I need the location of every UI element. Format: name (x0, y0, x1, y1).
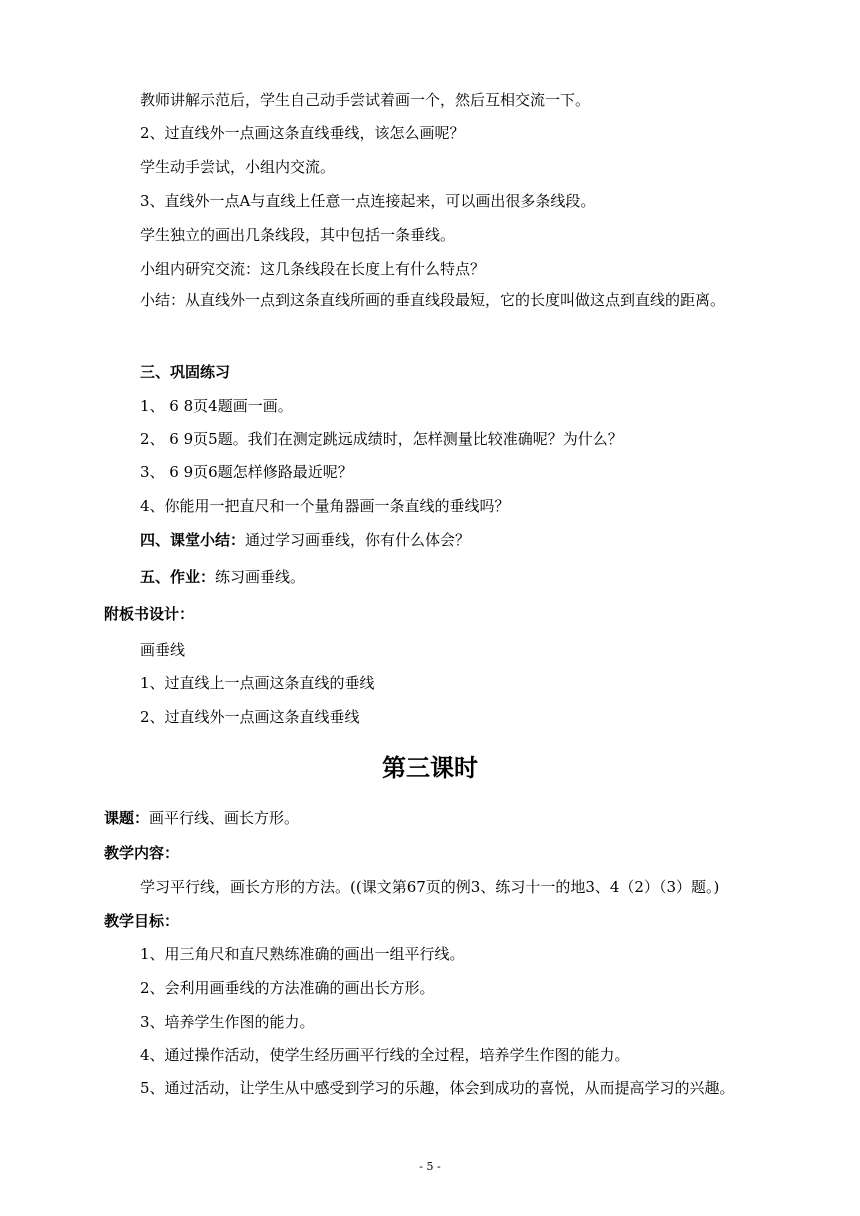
page-number: - 5 - (419, 1160, 441, 1173)
goal-item: 3、培养学生作图的能力。 (140, 1013, 315, 1031)
topic-line (104, 808, 299, 828)
summary-paragraph: 小结：从直线外一点到这条直线所画的垂直线段最短，它的长度叫做这点到直线的距离。 (140, 291, 726, 309)
goal-item: 1、用三角尺和直尺熟练准确的画出一组平行线。 (140, 945, 465, 963)
content-text: 学习平行线，画长方形的方法。((课文第67页的例3、练习十一的地3、4（2）（3）题。) (140, 878, 720, 896)
section-text: 练习画垂线。 (215, 568, 306, 586)
section-summary (140, 530, 470, 550)
section-heading: 三、巩固练习 (140, 363, 231, 381)
list-item: 3、 6 9页6题怎样修路最近呢？ (140, 463, 353, 481)
paragraph: 2、过直线外一点画这条直线垂线，该怎么画呢？ (140, 124, 465, 142)
goals-label: 教学目标： (104, 912, 180, 930)
section-label: 五、作业： (140, 568, 216, 586)
board-design-heading: 附板书设计： (104, 605, 195, 623)
paragraph: 教师讲解示范后，学生自己动手尝试着画一个，然后互相交流一下。 (140, 91, 591, 109)
topic-label: 课题： (104, 809, 150, 827)
board-title: 画垂线 (140, 641, 186, 659)
paragraph: 小组内研究交流：这几条线段在长度上有什么特点？ (140, 260, 486, 278)
list-item: 1、 6 8页4题画一画。 (140, 397, 293, 415)
list-item: 2、 6 9页5题。我们在测定跳远成绩时，怎样测量比较准确呢？为什么？ (140, 430, 623, 448)
paragraph: 学生独立的画出几条线段，其中包括一条垂线。 (140, 226, 456, 244)
board-item: 2、过直线外一点画这条直线垂线 (140, 708, 360, 726)
goal-item: 5、通过活动，让学生从中感受到学习的乐趣，体会到成功的喜悦，从而提高学习的兴趣。 (140, 1079, 735, 1097)
board-item: 1、过直线上一点画这条直线的垂线 (140, 674, 375, 692)
section-homework (140, 567, 305, 587)
section-label: 四、课堂小结： (140, 531, 246, 549)
topic-text: 画平行线、画长方形。 (149, 809, 300, 827)
paragraph: 学生动手尝试，小组内交流。 (140, 158, 336, 176)
goal-item: 4、通过操作活动，使学生经历画平行线的全过程，培养学生作图的能力。 (140, 1046, 630, 1064)
content-label: 教学内容： (104, 844, 180, 862)
section-text: 通过学习画垂线，你有什么体会？ (245, 531, 471, 549)
lesson-title: 第三课时 (382, 754, 478, 782)
paragraph: 3、直线外一点A与直线上任意一点连接起来，可以画出很多条线段。 (140, 192, 596, 210)
goal-item: 2、会利用画垂线的方法准确的画出长方形。 (140, 979, 435, 997)
list-item: 4、你能用一把直尺和一个量角器画一条直线的垂线吗？ (140, 497, 510, 515)
